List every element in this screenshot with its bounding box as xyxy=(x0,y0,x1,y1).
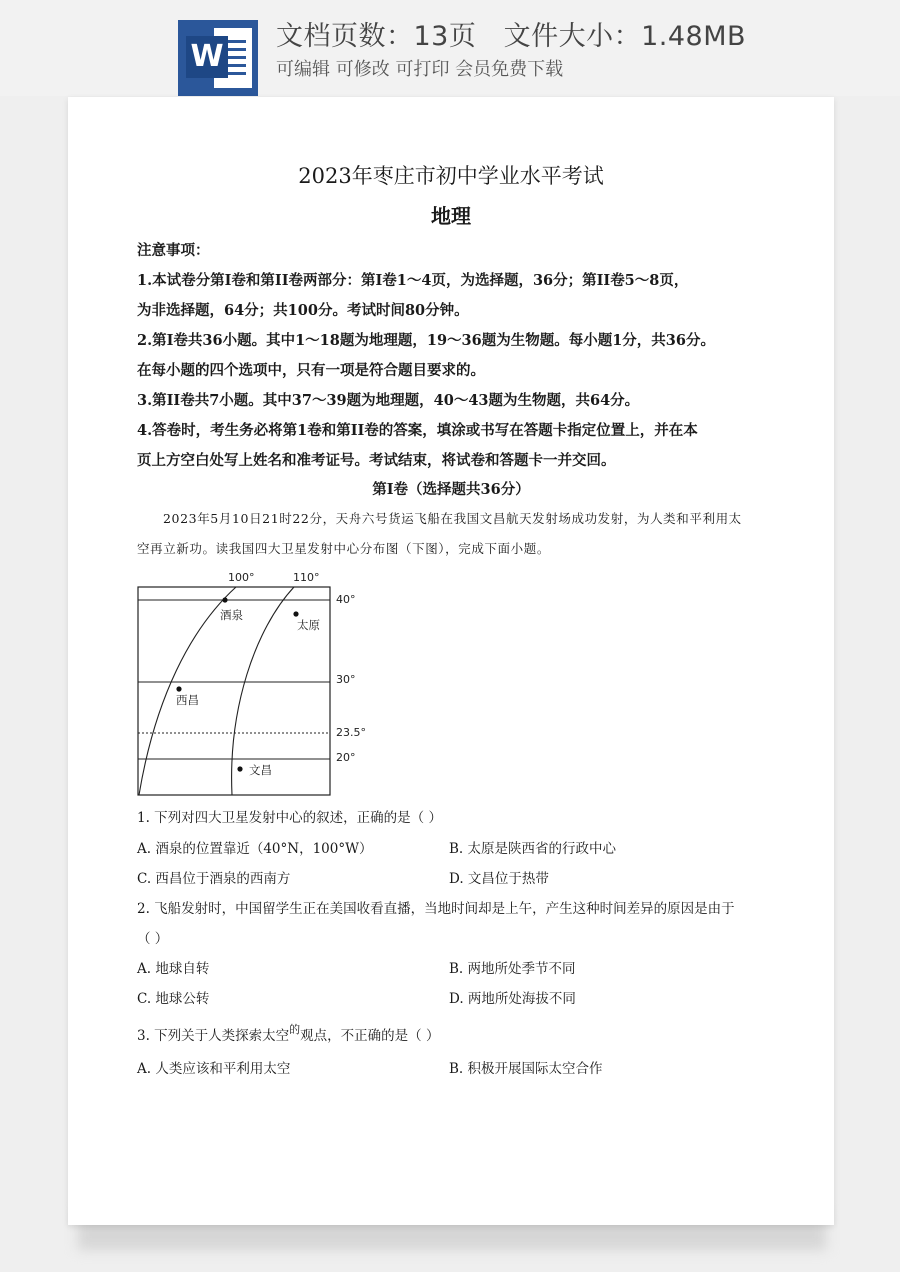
question-3-option-a: A. 人类应该和平利用太空 xyxy=(137,1061,291,1077)
question-3-option-b: B. 积极开展国际太空合作 xyxy=(449,1061,603,1077)
banner-title: 文档页数：13页 文件大小：1.48MB xyxy=(276,21,747,52)
place-label-xichang: 西昌 xyxy=(176,693,199,707)
exam-subject: 地理 xyxy=(431,204,471,228)
place-marker-jiuquan xyxy=(222,597,227,602)
latitude-label: 23.5° xyxy=(336,726,366,739)
question-2-option-b: B. 两地所处季节不同 xyxy=(449,961,576,977)
download-banner xyxy=(0,0,900,96)
launch-center-map xyxy=(130,569,370,809)
note-line: 为非选择题，64分；共100分。考试时间80分钟。 xyxy=(137,302,469,319)
latitude-label: 40° xyxy=(336,593,356,606)
exam-title: 2023年枣庄市初中学业水平考试 xyxy=(298,164,604,188)
question-2-option-a: A. 地球自转 xyxy=(137,961,210,977)
word-letter: W xyxy=(186,36,228,78)
longitude-label: 100° xyxy=(228,571,255,584)
question-1-option-a: A. 酒泉的位置靠近（40°N，100°W） xyxy=(137,841,373,857)
question-3-superscript: 的 xyxy=(289,1023,301,1036)
question-1-option-b: B. 太原是陕西省的行政中心 xyxy=(449,841,617,857)
note-line: 4.答卷时，考生务必将第1卷和第II卷的答案，填涂或书写在答题卡指定位置上，并在本 xyxy=(137,422,698,439)
intro-line: 空再立新功。读我国四大卫星发射中心分布图（下图），完成下面小题。 xyxy=(137,541,550,556)
note-line: 3.第II卷共7小题。其中37～39题为地理题，40～43题为生物题，共64分。 xyxy=(137,392,640,409)
intro-line: 2023年5月10日21时22分，天舟六号货运飞船在我国文昌航天发射场成功发射，为人类和平利用太 xyxy=(163,511,742,526)
document-page xyxy=(68,97,834,1225)
place-label-wenchang: 文昌 xyxy=(249,763,272,777)
word-document-icon xyxy=(178,20,258,96)
question-3-stem xyxy=(137,1023,440,1044)
note-line: 在每小题的四个选项中，只有一项是符合题目要求的。 xyxy=(137,362,485,379)
note-line: 2.第I卷共36小题。其中1～18题为地理题，19～36题为生物题。每小题1分，共36分。 xyxy=(137,332,715,349)
question-3-text-a: 3. 下列关于人类探索太空 xyxy=(137,1028,290,1044)
question-2-stem-cont: （ ） xyxy=(137,931,169,947)
question-1-option-d: D. 文昌位于热带 xyxy=(449,871,549,887)
note-line: 页上方空白处写上姓名和准考证号。考试结束，将试卷和答题卡一并交回。 xyxy=(137,452,616,469)
question-3-text-b: 观点，不正确的是（ ） xyxy=(300,1028,440,1044)
question-2-option-c: C. 地球公转 xyxy=(137,991,210,1007)
place-marker-xichang xyxy=(176,686,181,691)
note-line: 1.本试卷分第I卷和第II卷两部分：第I卷1～4页，为选择题，36分；第II卷5～8页， xyxy=(137,272,689,289)
place-marker-wenchang xyxy=(237,766,242,771)
banner-subtitle: 可编辑 可修改 可打印 会员免费下载 xyxy=(276,59,564,80)
place-label-jiuquan: 酒泉 xyxy=(220,608,243,622)
place-label-taiyuan: 太原 xyxy=(297,618,320,632)
latitude-label: 20° xyxy=(336,751,356,764)
section-title: 第I卷（选择题共36分） xyxy=(372,481,530,498)
question-1-stem: 1. 下列对四大卫星发射中心的叙述，正确的是（ ） xyxy=(137,810,442,826)
longitude-label: 110° xyxy=(293,571,320,584)
notes-heading: 注意事项： xyxy=(137,242,210,259)
question-1-option-c: C. 西昌位于酒泉的西南方 xyxy=(137,871,291,887)
question-2-option-d: D. 两地所处海拔不同 xyxy=(449,991,576,1007)
question-2-stem: 2. 飞船发射时，中国留学生正在美国收看直播，当地时间却是上午，产生这种时间差异的原因是由于 xyxy=(137,901,735,917)
place-marker-taiyuan xyxy=(293,611,298,616)
latitude-label: 30° xyxy=(336,673,356,686)
